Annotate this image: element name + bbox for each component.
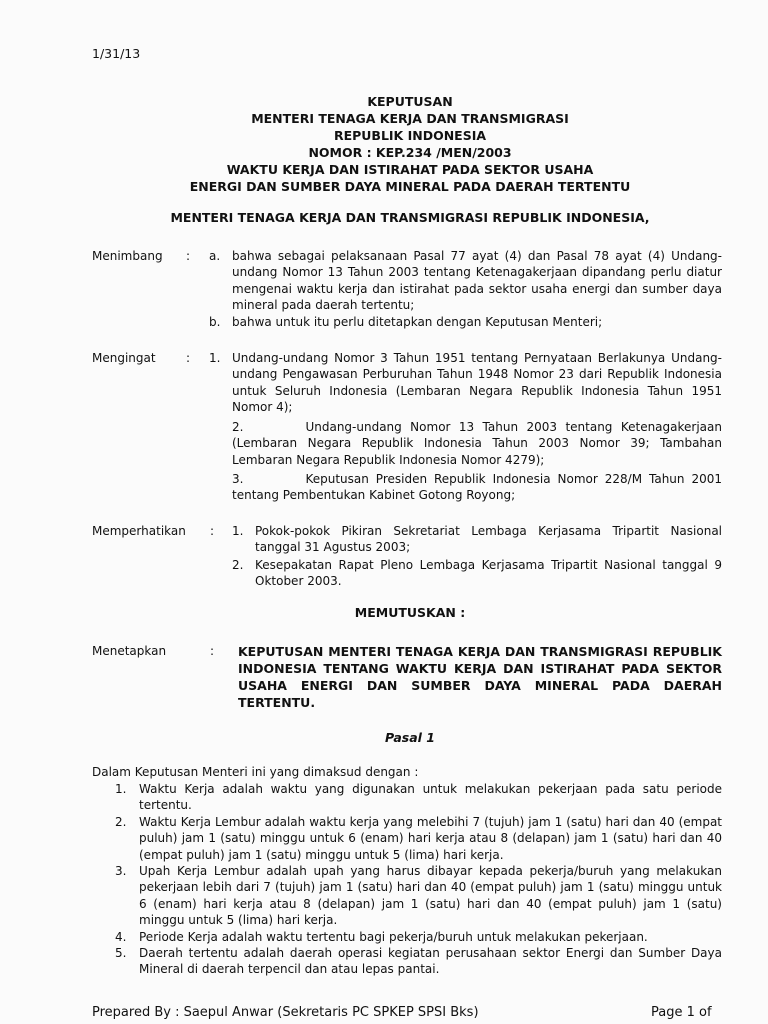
list-item-text: Periode Kerja adalah waktu tertentu bagi pekerja/buruh untuk melakukan pekerjaan. bbox=[139, 929, 648, 944]
title-line: NOMOR : KEP.234 /MEN/2003 bbox=[308, 145, 512, 160]
document-title bbox=[100, 93, 720, 195]
memutuskan-heading: MEMUTUSKAN : bbox=[354, 605, 466, 620]
list-item-number: 3. bbox=[115, 864, 127, 879]
list-item-text: Waktu Kerja Lembur adalah waktu kerja yang melebihi 7 (tujuh) jam 1 (satu) hari dan 40 (empat puluh) jam 1 (satu) minggu untuk 6 (enam) hari kerja atau 8 (delapan) jam 1 (satu) hari dan 40 (empat puluh) jam 1 (satu) minggu untuk 5 (lima) hari kerja. bbox=[139, 814, 722, 862]
title-line: KEPUTUSAN bbox=[367, 94, 453, 109]
memperhatikan-item-1: Pokok-pokok Pikiran Sekretariat Lembaga Kerjasama Tripartit Nasional tanggal 31 Agustus 2003; bbox=[255, 524, 722, 555]
memperhatikan-marker-2: 2. bbox=[232, 558, 244, 572]
list-item bbox=[115, 945, 722, 978]
list-item-text: Daerah tertentu adalah daerah operasi kegiatan perusahaan sektor Energi dan Sumber Daya Mineral di daerah terpencil dan atau lepas pantai. bbox=[139, 946, 722, 977]
menimbang-marker-b: b. bbox=[209, 315, 221, 329]
mengingat-item-2-text: Undang-undang Nomor 13 Tahun 2003 tentang Ketenagakerjaan (Lembaran Negara Republik Indonesia Tahun 2003 Nomor 39; Tambahan Lembaran Negara Republik Indonesia Nomor 4279); bbox=[232, 420, 722, 467]
list-item-number: 2. bbox=[115, 814, 127, 829]
list-item-number: 4. bbox=[115, 929, 127, 944]
menimbang-marker-a: a. bbox=[209, 249, 221, 263]
document-date: 1/31/13 bbox=[92, 46, 141, 61]
title-line: ENERGI DAN SUMBER DAYA MINERAL PADA DAERAH TERTENTU bbox=[189, 179, 631, 194]
mengingat-item-3 bbox=[232, 471, 722, 504]
footer-page-number: Page 1 of bbox=[651, 1005, 712, 1020]
list-item-text: Upah Kerja Lembur adalah upah yang harus dibayar kepada pekerja/buruh yang melakukan pekerjaan lebih dari 7 (tujuh) jam 1 (satu) hari dan 40 (empat puluh) jam 1 (satu) minggu untuk 6 (enam) hari kerja atau 8 (delapan) jam 1 (satu) hari dan 40 (empat puluh) jam 1 (satu) minggu untuk 5 (lima) hari kerja. bbox=[139, 864, 722, 928]
list-item-text: Waktu Kerja adalah waktu yang digunakan untuk melakukan pekerjaan pada satu periode tertentu. bbox=[139, 782, 722, 813]
title-line: REPUBLIK INDONESIA bbox=[333, 128, 487, 143]
list-item-number: 1. bbox=[115, 782, 127, 796]
menimbang-item-b: bahwa untuk itu perlu ditetapkan dengan Keputusan Menteri; bbox=[232, 315, 603, 329]
mengingat-item-1: Undang-undang Nomor 3 Tahun 1951 tentang Pernyataan Berlakunya Undang-undang Pengawasan Perburuhan Tahun 1948 Nomor 23 dari Republik Indonesia untuk Seluruh Indonesia (Lembaran Negara Republik Indonesia Tahun 1951 Nomor 4); bbox=[232, 351, 722, 415]
mengingat-item-3-text: Keputusan Presiden Republik Indonesia Nomor 228/M Tahun 2001 tentang Pembentukan Kabinet Gotong Royong; bbox=[232, 472, 722, 503]
mengingat-colon: : bbox=[186, 351, 191, 365]
pasal-1-heading: Pasal 1 bbox=[384, 730, 435, 745]
menetapkan-label: Menetapkan bbox=[92, 644, 167, 658]
list-item bbox=[115, 814, 722, 863]
menimbang-label: Menimbang bbox=[92, 249, 163, 263]
memperhatikan-marker-1: 1. bbox=[232, 524, 244, 538]
definition-list bbox=[115, 781, 722, 978]
mengingat-item-2-number: 2. bbox=[232, 420, 244, 434]
mengingat-item-3-number: 3. bbox=[232, 472, 244, 486]
memperhatikan-label: Memperhatikan bbox=[92, 524, 186, 538]
title-line: MENTERI TENAGA KERJA DAN TRANSMIGRASI bbox=[251, 111, 569, 126]
list-item bbox=[115, 929, 722, 945]
pasal-1-intro: Dalam Keputusan Menteri ini yang dimaksud dengan : bbox=[92, 765, 419, 779]
title-line: WAKTU KERJA DAN ISTIRAHAT PADA SEKTOR USAHA bbox=[226, 162, 594, 177]
menetapkan-colon: : bbox=[210, 644, 215, 658]
list-item bbox=[115, 781, 722, 814]
menimbang-item-a: bahwa sebagai pelaksanaan Pasal 77 ayat (4) dan Pasal 78 ayat (4) Undang-undang Nomor 13 Tahun 2003 tentang Ketenagakerjaan dipandang perlu diatur mengenai waktu kerja dan istirahat pada sektor usaha energi dan sumber daya mineral pada daerah tertentu; bbox=[232, 249, 722, 313]
mengingat-label: Mengingat bbox=[92, 351, 156, 365]
menteri-heading: MENTERI TENAGA KERJA DAN TRANSMIGRASI REPUBLIK INDONESIA, bbox=[170, 210, 650, 225]
list-item-number: 5. bbox=[115, 946, 127, 961]
memperhatikan-colon: : bbox=[210, 524, 215, 538]
mengingat-item-2 bbox=[232, 419, 722, 468]
menimbang-colon: : bbox=[186, 249, 191, 263]
footer-prepared-by: Prepared By : Saepul Anwar (Sekretaris PC SPKEP SPSI Bks) bbox=[92, 1005, 479, 1020]
mengingat-marker-1: 1. bbox=[209, 351, 221, 365]
list-item bbox=[115, 863, 722, 929]
memperhatikan-item-2: Kesepakatan Rapat Pleno Lembaga Kerjasama Tripartit Nasional tanggal 9 Oktober 2003. bbox=[255, 558, 722, 589]
menetapkan-text: KEPUTUSAN MENTERI TENAGA KERJA DAN TRANSMIGRASI REPUBLIK INDONESIA TENTANG WAKTU KERJA DAN ISTIRAHAT PADA SEKTOR USAHA ENERGI DAN SUMBER DAYA MINERAL PADA DAERAH TERTENTU. bbox=[238, 644, 722, 710]
